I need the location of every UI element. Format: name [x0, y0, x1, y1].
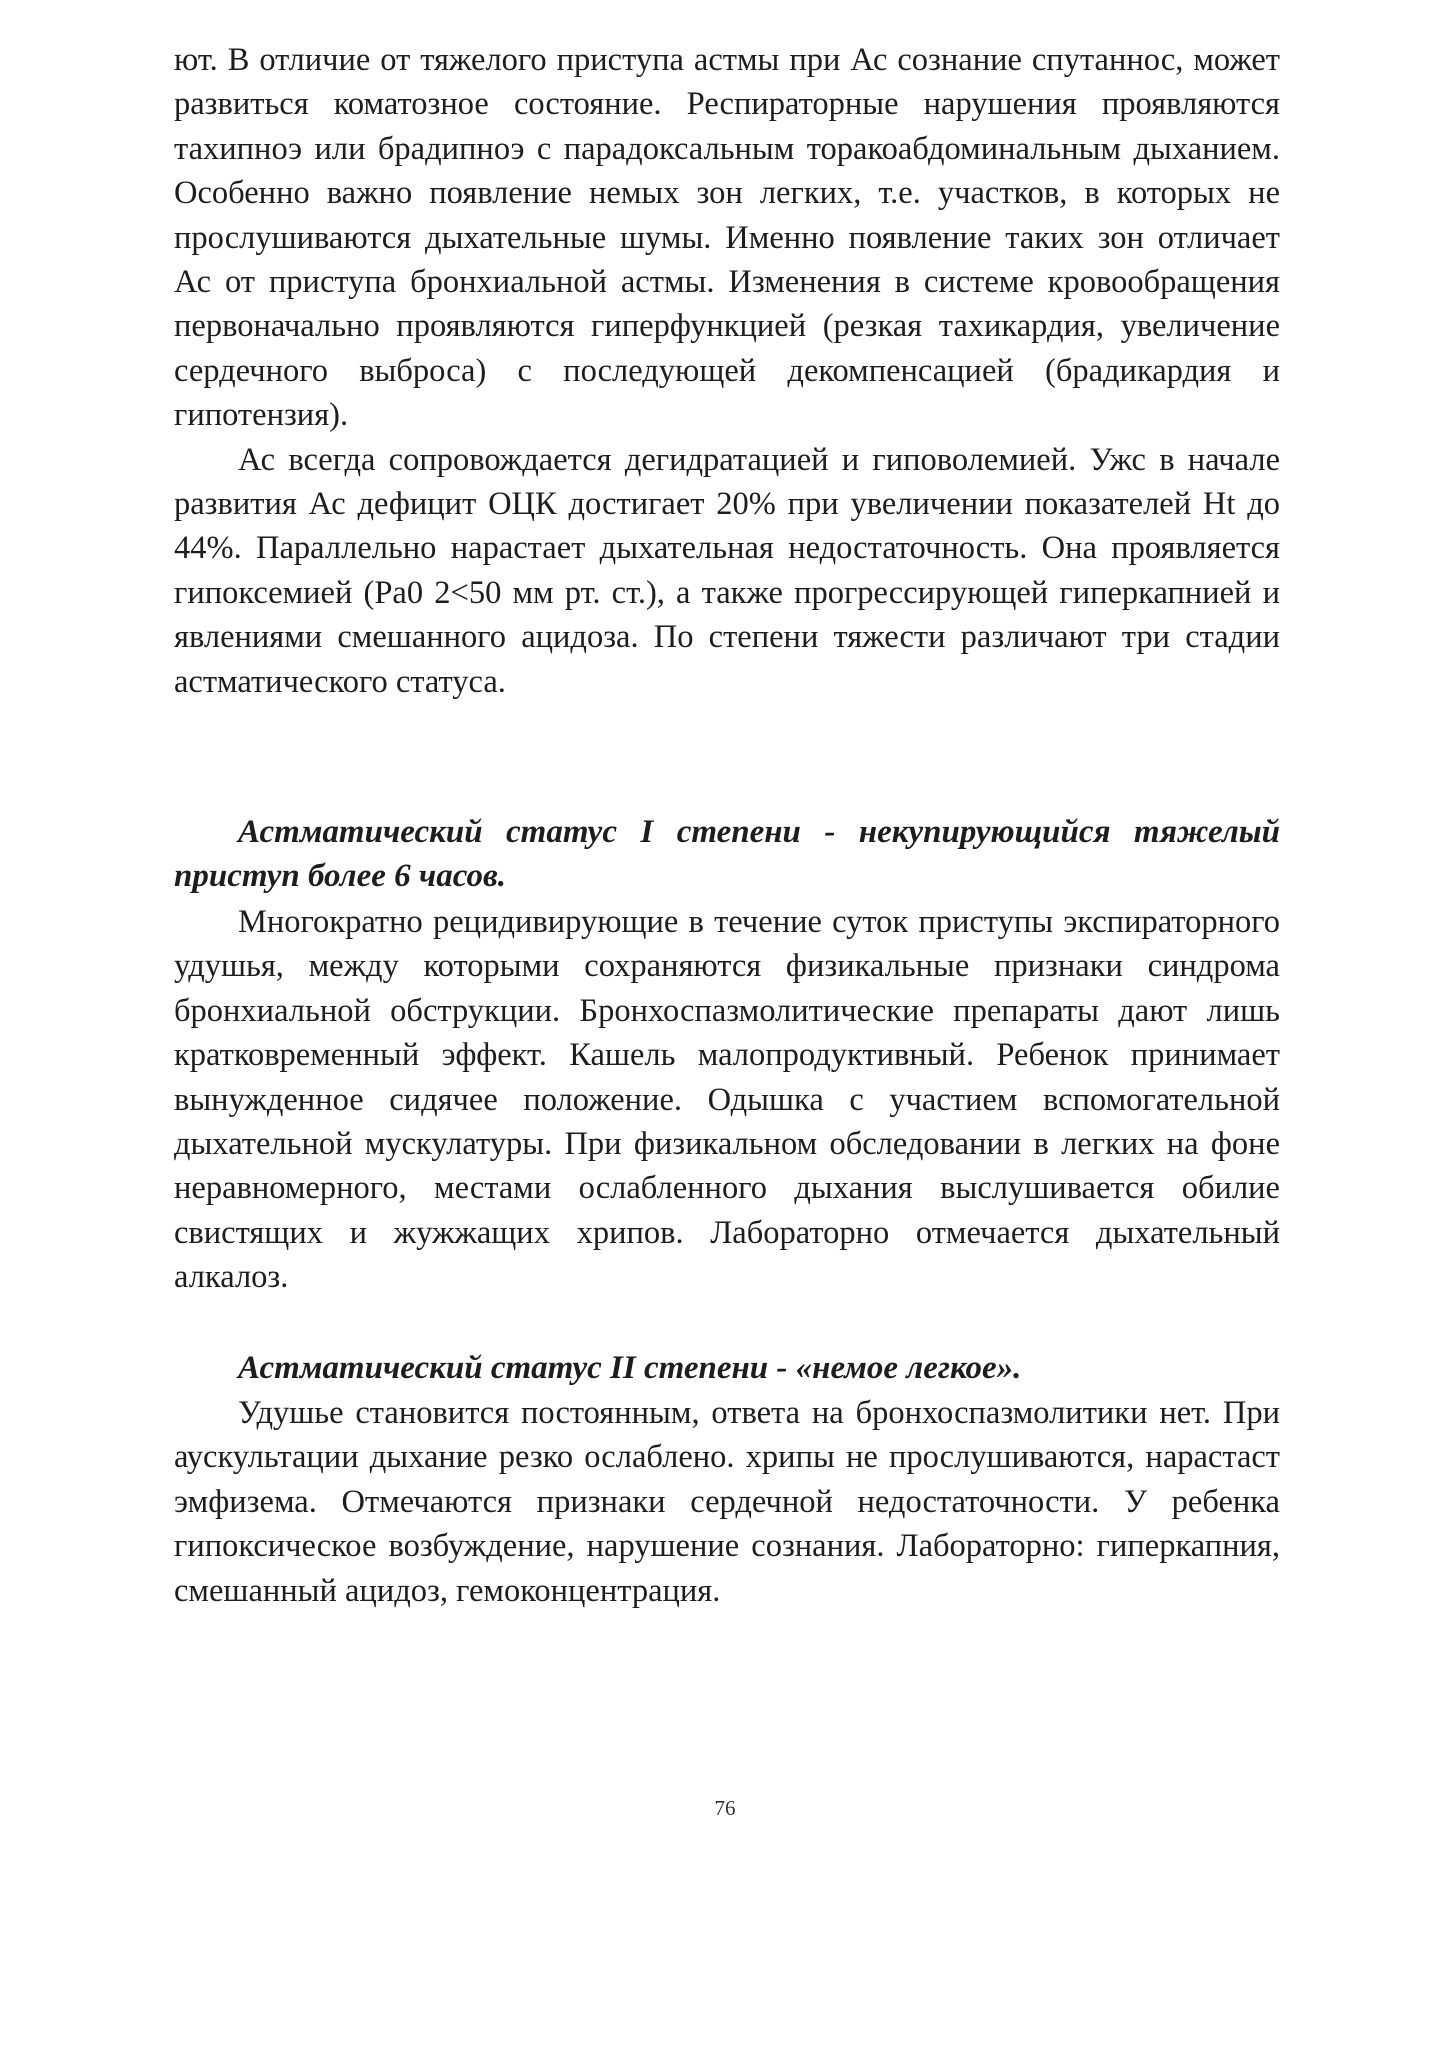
paragraph-1: ют. В отличие от тяжелого приступа астмы при Ас сознание спутаннос, может развиться коматозное состояние. Респираторные нарушения проявляются тахипноэ или брадипноэ с парадоксальным торакоабдоминальным дыханием. Особенно важно появление немых зон легких, т.е. участков, в которых не прослушиваются дыхательные шумы. Именно появление таких зон отличает Ас от приступа бронхиальной астмы. Изменения в системе кровообращения первоначально проявляются гиперфункцией (резкая тахикардия, увеличение сердечного выброса) с последующей декомпенсацией (брадикардия и гипотензия).	[174, 42, 1280, 434]
paragraph-4: Удушье становится постоянным, ответа на бронхоспазмолитики нет. При аускультации дыхание резко ослаблено. хрипы не прослушиваются, нарастаст эмфизема. Отмечаются признаки сердечной недостаточности. У ребенка гипоксическое возбуждение, нарушение сознания. Лабораторно: гиперкапния, смешанный ацидоз, гемоконцентрация.	[174, 1395, 1280, 1609]
paragraph-2: Ас всегда сопровождается дегидратацией и гиповолемией. Ужс в начале развития Ас дефицит ОЦК достигает 20% при увеличении показателей Ht до 44%. Параллельно нарастает дыхательная недостаточность. Она проявляется гипоксемией (Ра0 2<50 мм рт. ст.), а также прогрессирующей гиперкапнией и явлениями смешанного ацидоза. По степени тяжести различают три стадии астматического статуса.	[174, 441, 1280, 700]
paragraph-3: Многократно рецидивирующие в течение суток приступы экспираторного удушья, между которыми сохраняются физикальные признаки синдрома бронхиальной обструкции. Бронхоспазмолитические препараты дают лишь кратковременный эффект. Кашель малопродуктивный. Ребенок принимает вынужденное сидячее положение. Одышка с участием вспомогательной дыхательной мускулатуры. При физикальном обследовании в легких на фоне неравномерного, местами ослабленного дыхания выслушивается обилие свистящих и жужжащих хрипов. Лабораторно отмечается дыхательный алкалоз.	[174, 904, 1280, 1296]
page-number: 76	[714, 1796, 736, 1820]
section-heading-2: Астматический статус II степени - «немое легкое».	[238, 1350, 1022, 1386]
section-heading-1: Астматический статус I степени - некупирующийся тяжелый приступ более 6 часов.	[174, 814, 1280, 895]
body-text-top	[174, 38, 1280, 704]
body-text-bottom	[174, 1391, 1280, 1613]
body-text-middle	[174, 900, 1280, 1300]
